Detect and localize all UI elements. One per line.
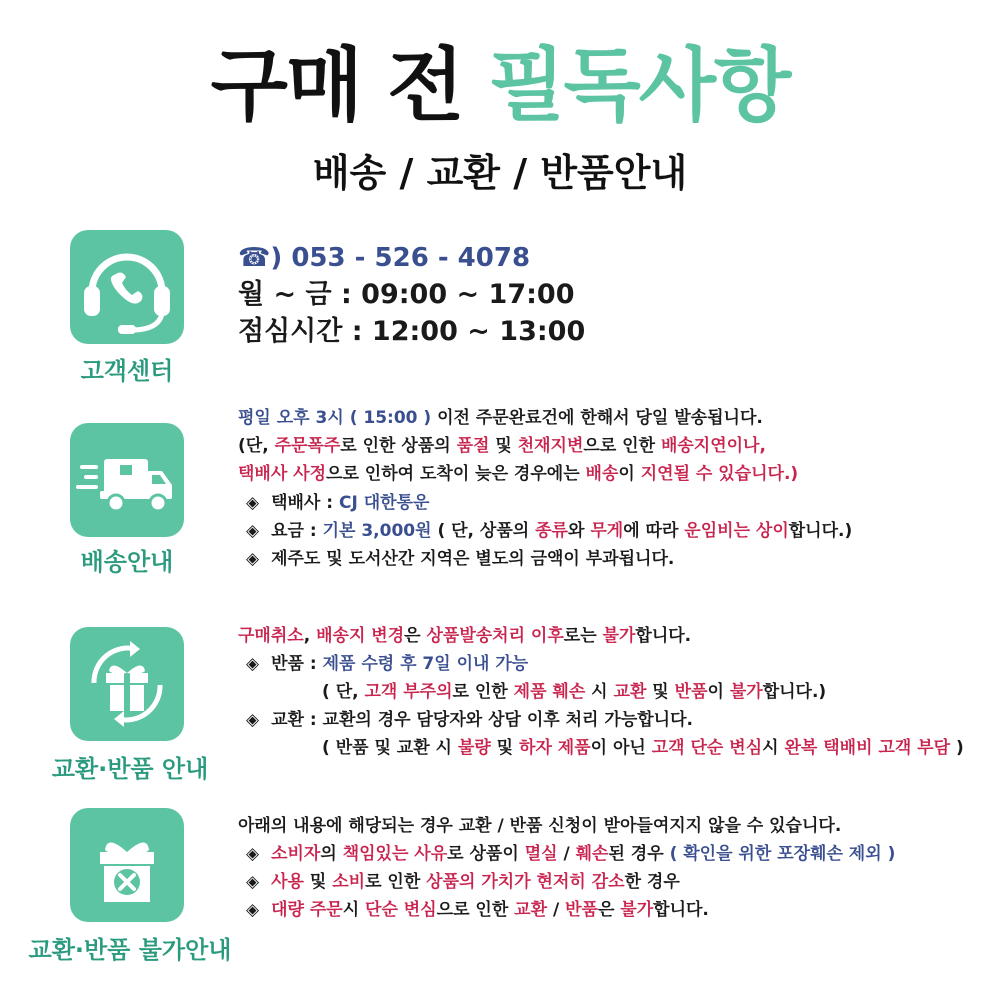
- text-segment: ( 확인을 위한 포장훼손 제외 ): [669, 844, 896, 864]
- exchange-process: [246, 708, 693, 732]
- text-segment: 멸실: [524, 844, 558, 864]
- section-label: 배송안내: [80, 548, 174, 576]
- text-segment: 불가: [729, 682, 763, 702]
- section-label: 교환·반품 안내: [51, 755, 209, 783]
- text-segment: 로 인한: [452, 682, 514, 702]
- text-segment: 사용: [271, 872, 304, 892]
- text-segment: 고객 단순 변심: [651, 738, 763, 758]
- shipping-line-3: [238, 462, 798, 486]
- shipping-remote-areas: [246, 547, 674, 571]
- text-segment: 합니다.: [653, 900, 709, 920]
- noreturn-item-3: [246, 898, 709, 922]
- text-segment: 상품발송처리 이후: [426, 626, 564, 646]
- text-segment: 소비: [332, 872, 366, 892]
- business-hours: 월 ~ 금 : 09:00 ~ 17:00: [238, 279, 575, 310]
- text-segment: /: [557, 844, 576, 864]
- text-segment: 구매취소: [238, 626, 304, 646]
- text-segment: 로는: [563, 626, 603, 646]
- text-segment: 된 경우: [608, 844, 670, 864]
- text-segment: 책임있는 사유: [342, 844, 448, 864]
- text-segment: 불가: [620, 900, 654, 920]
- phone-line: [238, 240, 530, 276]
- text-segment: 종류: [535, 521, 568, 541]
- diamond-bullet-icon: ◈: [246, 521, 260, 541]
- text-segment: 로 상품이: [447, 844, 525, 864]
- title-black: 구매 전: [210, 39, 463, 132]
- diamond-bullet-icon: ◈: [246, 872, 260, 892]
- text-segment: 불가: [602, 626, 636, 646]
- text-segment: 기본 3,000원: [322, 521, 432, 541]
- text-segment: /: [547, 900, 566, 920]
- text-segment: 하자 제품: [519, 738, 591, 758]
- text-segment: ( 단,: [322, 682, 365, 702]
- text-segment: 주문폭주: [274, 436, 341, 456]
- exchange-line-1: [238, 624, 691, 648]
- text-segment: 배송지 변경: [316, 626, 405, 646]
- text-segment: 요금 :: [271, 521, 323, 541]
- text-segment: 이: [707, 682, 730, 702]
- text-segment: 제품 훼손: [513, 682, 586, 702]
- noreturn-item-2: [246, 870, 680, 894]
- lunch-hours: 점심시간 : 12:00 ~ 13:00: [238, 316, 586, 347]
- text-segment: 완복 택배비 고객 부담: [784, 738, 951, 758]
- text-segment: 로 인한: [365, 872, 427, 892]
- text-segment: CJ 대한통운: [338, 493, 430, 513]
- text-segment: 단순 변심: [365, 900, 437, 920]
- page-subtitle: 배송 / 교환 / 반품안내: [312, 151, 688, 195]
- text-segment: 소비자: [271, 844, 321, 864]
- text-segment: 불량: [457, 738, 491, 758]
- text-segment: 무게: [590, 521, 624, 541]
- text-segment: 와: [567, 521, 591, 541]
- text-segment: 품절: [456, 436, 490, 456]
- text-segment: (단,: [238, 436, 275, 456]
- exchange-fee-note: [322, 736, 964, 760]
- text-segment: 교환: [514, 900, 548, 920]
- diamond-bullet-icon: ◈: [246, 710, 260, 730]
- noreturn-intro: 아래의 내용에 해당되는 경우 교환 / 반품 신청이 받아들여지지 않을 수 있습니다.: [238, 816, 842, 836]
- phone-number[interactable]: 053 - 526 - 4078: [291, 243, 531, 273]
- text-segment: 이전 주문완료건에 한해서 당일 발송됩니다.: [431, 408, 763, 428]
- text-segment: 한 경우: [624, 872, 680, 892]
- text-segment: 대량 주문: [271, 900, 343, 920]
- shipping-line-2: [238, 434, 766, 458]
- text-segment: 제주도 및 도서산간 지역은 별도의 금액이 부과됩니다.: [271, 549, 675, 569]
- title-green: 필독사항: [488, 39, 790, 132]
- text-segment: 시: [762, 738, 785, 758]
- phone-icon: ☎): [238, 243, 283, 273]
- text-segment: 교환: [613, 682, 647, 702]
- section-label: 고객센터: [80, 357, 174, 385]
- text-segment: 및: [490, 738, 520, 758]
- exchange-return-period: [246, 652, 528, 676]
- text-segment: 택배사 사정: [238, 464, 327, 484]
- diamond-bullet-icon: ◈: [246, 493, 260, 513]
- text-segment: 운임비는 상이: [684, 521, 789, 541]
- text-segment: 및: [303, 872, 333, 892]
- text-segment: 택배사 :: [271, 493, 339, 513]
- section-label: 교환·반품 불가안내: [28, 936, 232, 964]
- shipping-courier: [246, 491, 429, 515]
- shipping-fee: [246, 519, 852, 543]
- exchange-return-note: [322, 680, 826, 704]
- text-segment: 반품: [674, 682, 708, 702]
- text-segment: 은: [597, 900, 621, 920]
- text-segment: 으로 인한: [436, 900, 515, 920]
- text-segment: 으로 인하여 도착이 늦은 경우에는: [326, 464, 586, 484]
- noreturn-item-1: [246, 842, 895, 866]
- text-segment: 및: [489, 436, 518, 456]
- text-segment: 반품: [565, 900, 598, 920]
- text-segment: 훼손: [575, 844, 609, 864]
- diamond-bullet-icon: ◈: [246, 654, 260, 674]
- headset-phone-icon: [70, 230, 184, 344]
- text-segment: ( 단, 상품의: [431, 521, 536, 541]
- text-segment: ,: [303, 626, 317, 646]
- text-segment: 시: [585, 682, 614, 702]
- text-segment: 지연될 수 있습니다.): [640, 464, 799, 484]
- text-segment: 배송지연이나,: [660, 436, 766, 456]
- text-segment: 은: [404, 626, 427, 646]
- text-segment: 교환 : 교환의 경우 담당자와 상담 이후 처리 가능합니다.: [271, 710, 693, 730]
- page-title: [0, 40, 1000, 132]
- text-segment: 평일 오후 3시 ( 15:00 ): [238, 408, 432, 428]
- text-segment: 에 따라: [623, 521, 685, 541]
- text-segment: ( 반품 및 교환 시: [322, 738, 458, 758]
- text-segment: 합니다.: [635, 626, 692, 646]
- text-segment: 로 인한 상품의: [340, 436, 457, 456]
- diamond-bullet-icon: ◈: [246, 900, 260, 920]
- text-segment: 합니다.): [788, 521, 853, 541]
- text-segment: 이 아닌: [590, 738, 652, 758]
- gift-exchange-icon: [70, 627, 184, 741]
- text-segment: 및: [646, 682, 675, 702]
- text-segment: 고객 부주의: [364, 682, 453, 702]
- delivery-truck-icon: [70, 423, 184, 537]
- text-segment: 상품의 가치가 현저히 감소: [426, 872, 625, 892]
- text-segment: 의: [320, 844, 343, 864]
- diamond-bullet-icon: ◈: [246, 844, 260, 864]
- text-segment: 배송: [585, 464, 619, 484]
- text-segment: ): [950, 738, 964, 758]
- text-segment: 제품 수령 후 7일 이내 가능: [322, 654, 529, 674]
- gift-x-icon: [70, 808, 184, 922]
- text-segment: 으로 인한: [583, 436, 661, 456]
- text-segment: 이: [618, 464, 641, 484]
- text-segment: 반품 :: [271, 654, 323, 674]
- text-segment: 합니다.): [762, 682, 827, 702]
- diamond-bullet-icon: ◈: [246, 549, 260, 569]
- shipping-line-1: [238, 406, 763, 430]
- text-segment: 천재지변: [517, 436, 584, 456]
- text-segment: 시: [342, 900, 366, 920]
